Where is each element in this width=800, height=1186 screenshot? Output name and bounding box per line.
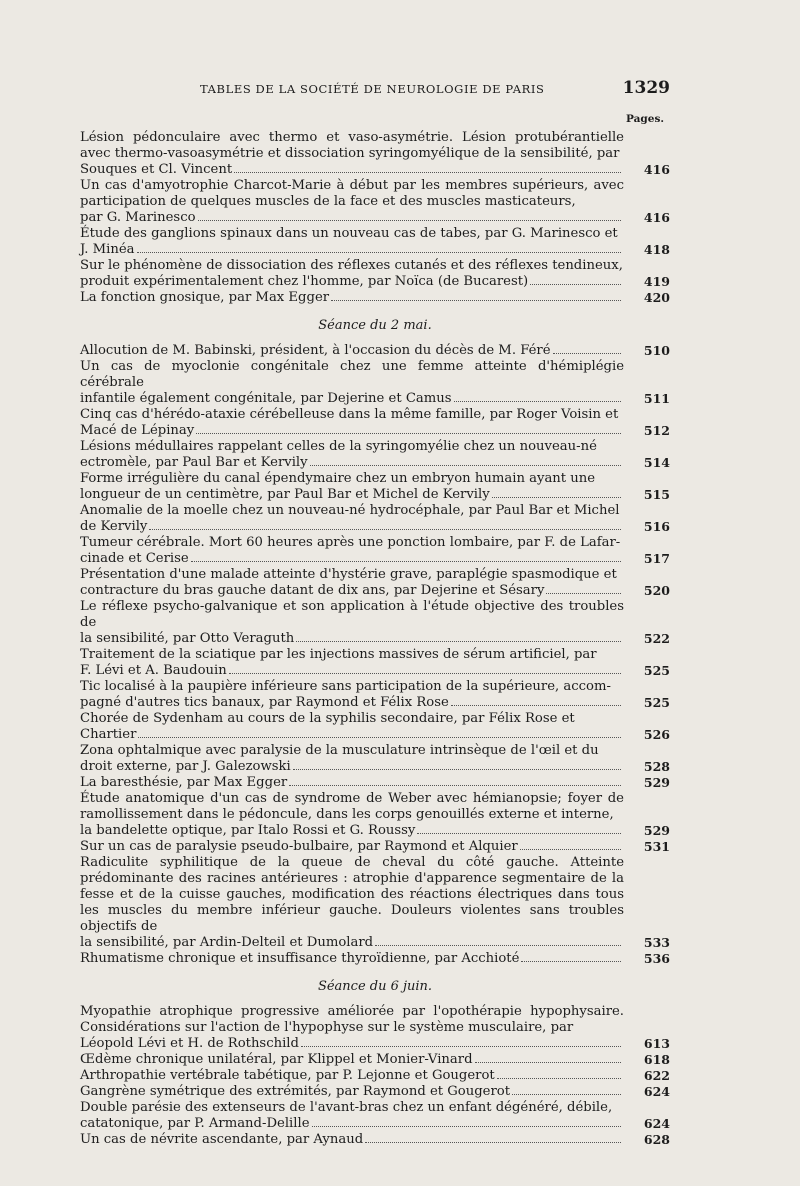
entry-authors: J. Minéa xyxy=(80,242,135,257)
page-folio: 1329 xyxy=(622,78,670,98)
entry-last-line xyxy=(80,583,624,599)
page-number: 510 xyxy=(643,343,670,358)
entry-text: Le réflexe psycho-galvanique et son application à l'étude objective des troubles de xyxy=(80,599,624,630)
toc-entry xyxy=(80,130,670,178)
entry-authors: ectromèle, par Paul Bar et Kervily xyxy=(80,455,308,470)
toc-entry xyxy=(80,503,670,535)
table-of-contents xyxy=(80,130,670,1148)
entry-last-line xyxy=(80,455,624,471)
dot-leader xyxy=(497,1078,621,1079)
entry-authors: Arthropathie vertébrale tabétique, par P. Lejonne et Gougerot xyxy=(80,1068,495,1083)
dot-leader xyxy=(149,529,621,530)
section-title: Séance du 6 juin. xyxy=(317,979,433,994)
page-number: 512 xyxy=(643,423,670,438)
dot-leader xyxy=(301,1046,621,1047)
dot-leader xyxy=(492,497,621,498)
entry-last-line xyxy=(80,759,624,775)
dot-leader xyxy=(234,172,621,173)
dot-leader xyxy=(191,561,621,562)
dot-leader xyxy=(520,849,621,850)
entry-authors: Chartier xyxy=(80,727,137,742)
entry-text: Double parésie des extenseurs de l'avant-bras chez un enfant dégénéré, débile, xyxy=(80,1100,613,1115)
entry-authors: pagné d'autres tics banaux, par Raymond et Félix Rose xyxy=(80,695,449,710)
page-number: 536 xyxy=(643,951,670,966)
toc-entry xyxy=(80,599,670,647)
entry-text: Tic localisé à la paupière inférieure sans participation de la supérieure, accom- xyxy=(80,679,611,694)
dot-leader xyxy=(417,833,621,834)
entry-last-line xyxy=(80,1036,624,1052)
entry-text: Cinq cas d'hérédo-ataxie cérébelleuse dans la même famille, par Roger Voisin et xyxy=(80,407,619,422)
dot-leader xyxy=(331,300,621,301)
toc-entry xyxy=(80,791,670,839)
entry-authors: de Kervily xyxy=(80,519,148,534)
entry-authors: Œdème chronique unilatéral, par Klippel et Monier-Vinard xyxy=(80,1052,473,1067)
entry-last-line xyxy=(80,727,624,743)
entry-text: Un cas d'amyotrophie Charcot-Marie à début par les membres supérieurs, avec participation de quelques muscles de la face et des muscles masticateurs, xyxy=(80,178,624,209)
page-number: 628 xyxy=(643,1132,670,1147)
entry-authors: Léopold Lévi et H. de Rothschild xyxy=(80,1036,299,1051)
page-number: 526 xyxy=(643,727,670,742)
page-number: 520 xyxy=(643,583,670,598)
dot-leader xyxy=(546,593,621,594)
entry-last-line xyxy=(80,663,624,679)
entry-last-line xyxy=(80,1084,624,1100)
page-number: 516 xyxy=(643,519,670,534)
dot-leader xyxy=(365,1142,621,1143)
page-number: 517 xyxy=(643,551,670,566)
entry-authors: contracture du bras gauche datant de dix ans, par Dejerine et Sésary xyxy=(80,583,545,598)
page-number: 529 xyxy=(643,775,670,790)
entry-authors: par G. Marinesco xyxy=(80,210,196,225)
page-number: 533 xyxy=(643,935,670,950)
toc-entry xyxy=(80,1132,670,1148)
entry-text: Anomalie de la moelle chez un nouveau-né hydrocéphale, par Paul Bar et Michel xyxy=(80,503,620,518)
toc-entry xyxy=(80,471,670,503)
entry-authors: La fonction gnosique, par Max Egger xyxy=(80,290,330,305)
entry-last-line xyxy=(80,242,624,258)
page-number: 622 xyxy=(643,1068,670,1083)
entry-authors: F. Lévi et A. Baudouin xyxy=(80,663,227,678)
toc-entry xyxy=(80,359,670,407)
entry-authors: cinade et Cerise xyxy=(80,551,189,566)
entry-text: Lésion pédonculaire avec thermo et vaso-asymétrie. Lésion protubérantielle avec thermo-vasoasymétrie et dissociation syringomyélique de la sensibilité, par xyxy=(80,130,624,161)
page-number: 529 xyxy=(643,823,670,838)
toc-entry xyxy=(80,290,670,306)
toc-entry xyxy=(80,1004,670,1052)
toc-entry xyxy=(80,711,670,743)
page-number: 525 xyxy=(643,663,670,678)
entry-authors: Allocution de M. Babinski, président, à l'occasion du décès de M. Féré xyxy=(80,343,551,358)
toc-entry xyxy=(80,1084,670,1100)
entry-authors: Un cas de névrite ascendante, par Aynaud xyxy=(80,1132,364,1147)
dot-leader xyxy=(310,465,621,466)
dot-leader xyxy=(312,1126,621,1127)
entry-authors: infantile également congénitale, par Dejerine et Camus xyxy=(80,391,452,406)
page-number: 514 xyxy=(643,455,670,470)
entry-last-line xyxy=(80,274,624,290)
entry-last-line xyxy=(80,290,624,306)
page-number: 624 xyxy=(643,1116,670,1131)
entry-text: Chorée de Sydenham au cours de la syphilis secondaire, par Félix Rose et xyxy=(80,711,575,726)
entry-last-line xyxy=(80,823,624,839)
toc-section xyxy=(80,130,670,306)
page-number: 528 xyxy=(643,759,670,774)
entry-last-line xyxy=(80,775,624,791)
page-number: 515 xyxy=(643,487,670,502)
toc-entry xyxy=(80,343,670,359)
toc-entry xyxy=(80,855,670,951)
page-number: 418 xyxy=(643,242,670,257)
page-number: 416 xyxy=(643,162,670,177)
entry-authors: longueur de un centimètre, par Paul Bar et Michel de Kervily xyxy=(80,487,490,502)
dot-leader xyxy=(375,945,621,946)
entry-last-line xyxy=(80,631,624,647)
entry-authors: la sensibilité, par Ardin-Delteil et Dumolard xyxy=(80,935,374,950)
dot-leader xyxy=(138,737,621,738)
page-number: 416 xyxy=(643,210,670,225)
dot-leader xyxy=(296,641,621,642)
entry-text: Étude des ganglions spinaux dans un nouveau cas de tabes, par G. Marinesco et xyxy=(80,226,618,241)
entry-last-line xyxy=(80,487,624,503)
toc-entry xyxy=(80,775,670,791)
entry-authors: droit externe, par J. Galezowski xyxy=(80,759,291,774)
entry-last-line xyxy=(80,519,624,535)
entry-authors: la bandelette optique, par Italo Rossi et G. Roussy xyxy=(80,823,416,838)
toc-entry xyxy=(80,743,670,775)
entry-text: Tumeur cérébrale. Mort 60 heures après une ponction lombaire, par F. de Lafar- xyxy=(80,535,621,550)
toc-entry xyxy=(80,1052,670,1068)
toc-entry xyxy=(80,535,670,567)
entry-text: Myopathie atrophique progressive améliorée par l'opothérapie hypophysaire. Considérations sur l'action de l'hypophyse sur le système musculaire, par xyxy=(80,1004,624,1035)
dot-leader xyxy=(137,252,621,253)
toc-entry xyxy=(80,226,670,258)
entry-text: Un cas de myoclonie congénitale chez une femme atteinte d'hémiplégie cérébrale xyxy=(80,359,624,390)
toc-entry xyxy=(80,258,670,290)
toc-entry xyxy=(80,679,670,711)
entry-last-line xyxy=(80,935,624,951)
page-number: 531 xyxy=(643,839,670,854)
entry-last-line xyxy=(80,1068,624,1084)
toc-entry xyxy=(80,407,670,439)
page-number: 522 xyxy=(643,631,670,646)
entry-authors: la sensibilité, par Otto Veraguth xyxy=(80,631,295,646)
pages-column-label: Pages. xyxy=(626,113,665,125)
entry-text: Sur le phénomène de dissociation des réflexes cutanés et des réflexes tendineux, xyxy=(80,258,623,273)
entry-authors: catatonique, par P. Armand-Delille xyxy=(80,1116,310,1131)
dot-leader xyxy=(289,785,621,786)
dot-leader xyxy=(196,433,621,434)
page-number: 419 xyxy=(643,274,670,289)
entry-last-line xyxy=(80,162,624,178)
entry-text: Radiculite syphilitique de la queue de cheval du côté gauche. Atteinte prédominante des racines antérieures : atrophie d'apparence segmentaire de la fesse et de la cuisse gauches, modification des réactions électriques dans tous les muscles du membre inférieur gauche. Douleurs violentes sans troubles objectifs de xyxy=(80,855,624,934)
entry-last-line xyxy=(80,695,624,711)
toc-entry xyxy=(80,647,670,679)
entry-authors: Sur un cas de paralysie pseudo-bulbaire, par Raymond et Alquier xyxy=(80,839,518,854)
toc-entry xyxy=(80,178,670,226)
dot-leader xyxy=(530,284,621,285)
entry-authors: Macé de Lépinay xyxy=(80,423,195,438)
page-number: 511 xyxy=(643,391,670,406)
dot-leader xyxy=(512,1094,621,1095)
toc-entry xyxy=(80,839,670,855)
toc-entry xyxy=(80,1068,670,1084)
dot-leader xyxy=(553,353,621,354)
entry-last-line xyxy=(80,1116,624,1132)
running-header xyxy=(80,78,670,98)
toc-entry xyxy=(80,951,670,967)
entry-last-line xyxy=(80,1052,624,1068)
entry-authors: Gangrène symétrique des extrémités, par Raymond et Gougerot xyxy=(80,1084,511,1099)
entry-last-line xyxy=(80,1132,624,1148)
entry-text: Présentation d'une malade atteinte d'hystérie grave, paraplégie spasmodique et xyxy=(80,567,617,582)
entry-authors: produit expérimentalement chez l'homme, par Noïca (de Bucarest) xyxy=(80,274,529,289)
entry-last-line xyxy=(80,839,624,855)
entry-text: Étude anatomique d'un cas de syndrome de Weber avec hémianopsie; foyer de ramollissement dans le pédoncule, dans les corps genouillés externe et interne, xyxy=(80,791,624,822)
header-title: TABLES DE LA SOCIÉTÉ DE NEUROLOGIE DE PARIS xyxy=(200,82,545,96)
entry-text: Zona ophtalmique avec paralysie de la musculature intrinsèque de l'œil et du xyxy=(80,743,599,758)
toc-entry xyxy=(80,439,670,471)
entry-last-line xyxy=(80,391,624,407)
toc-section xyxy=(80,318,670,967)
dot-leader xyxy=(475,1062,621,1063)
entry-last-line xyxy=(80,951,624,967)
entry-authors: Souques et Cl. Vincent xyxy=(80,162,233,177)
dot-leader xyxy=(521,961,621,962)
entry-last-line xyxy=(80,343,624,359)
page-number: 624 xyxy=(643,1084,670,1099)
dot-leader xyxy=(293,769,621,770)
dot-leader xyxy=(451,705,621,706)
dot-leader xyxy=(198,220,621,221)
entry-authors: Rhumatisme chronique et insuffisance thyroïdienne, par Acchioté xyxy=(80,951,520,966)
page-number: 618 xyxy=(643,1052,670,1067)
page-number: 613 xyxy=(643,1036,670,1051)
page-number: 525 xyxy=(643,695,670,710)
dot-leader xyxy=(229,673,621,674)
entry-last-line xyxy=(80,551,624,567)
entry-text: Forme irrégulière du canal épendymaire chez un embryon humain ayant une xyxy=(80,471,596,486)
entry-text: Traitement de la sciatique par les injections massives de sérum artificiel, par xyxy=(80,647,597,662)
page-number: 420 xyxy=(643,290,670,305)
toc-entry xyxy=(80,1100,670,1132)
entry-last-line xyxy=(80,423,624,439)
entry-last-line xyxy=(80,210,624,226)
toc-section xyxy=(80,979,670,1148)
dot-leader xyxy=(454,401,621,402)
toc-entry xyxy=(80,567,670,599)
entry-text: Lésions médullaires rappelant celles de la syringomyélie chez un nouveau-né xyxy=(80,439,597,454)
section-title: Séance du 2 mai. xyxy=(318,318,432,333)
entry-authors: La baresthésie, par Max Egger xyxy=(80,775,288,790)
